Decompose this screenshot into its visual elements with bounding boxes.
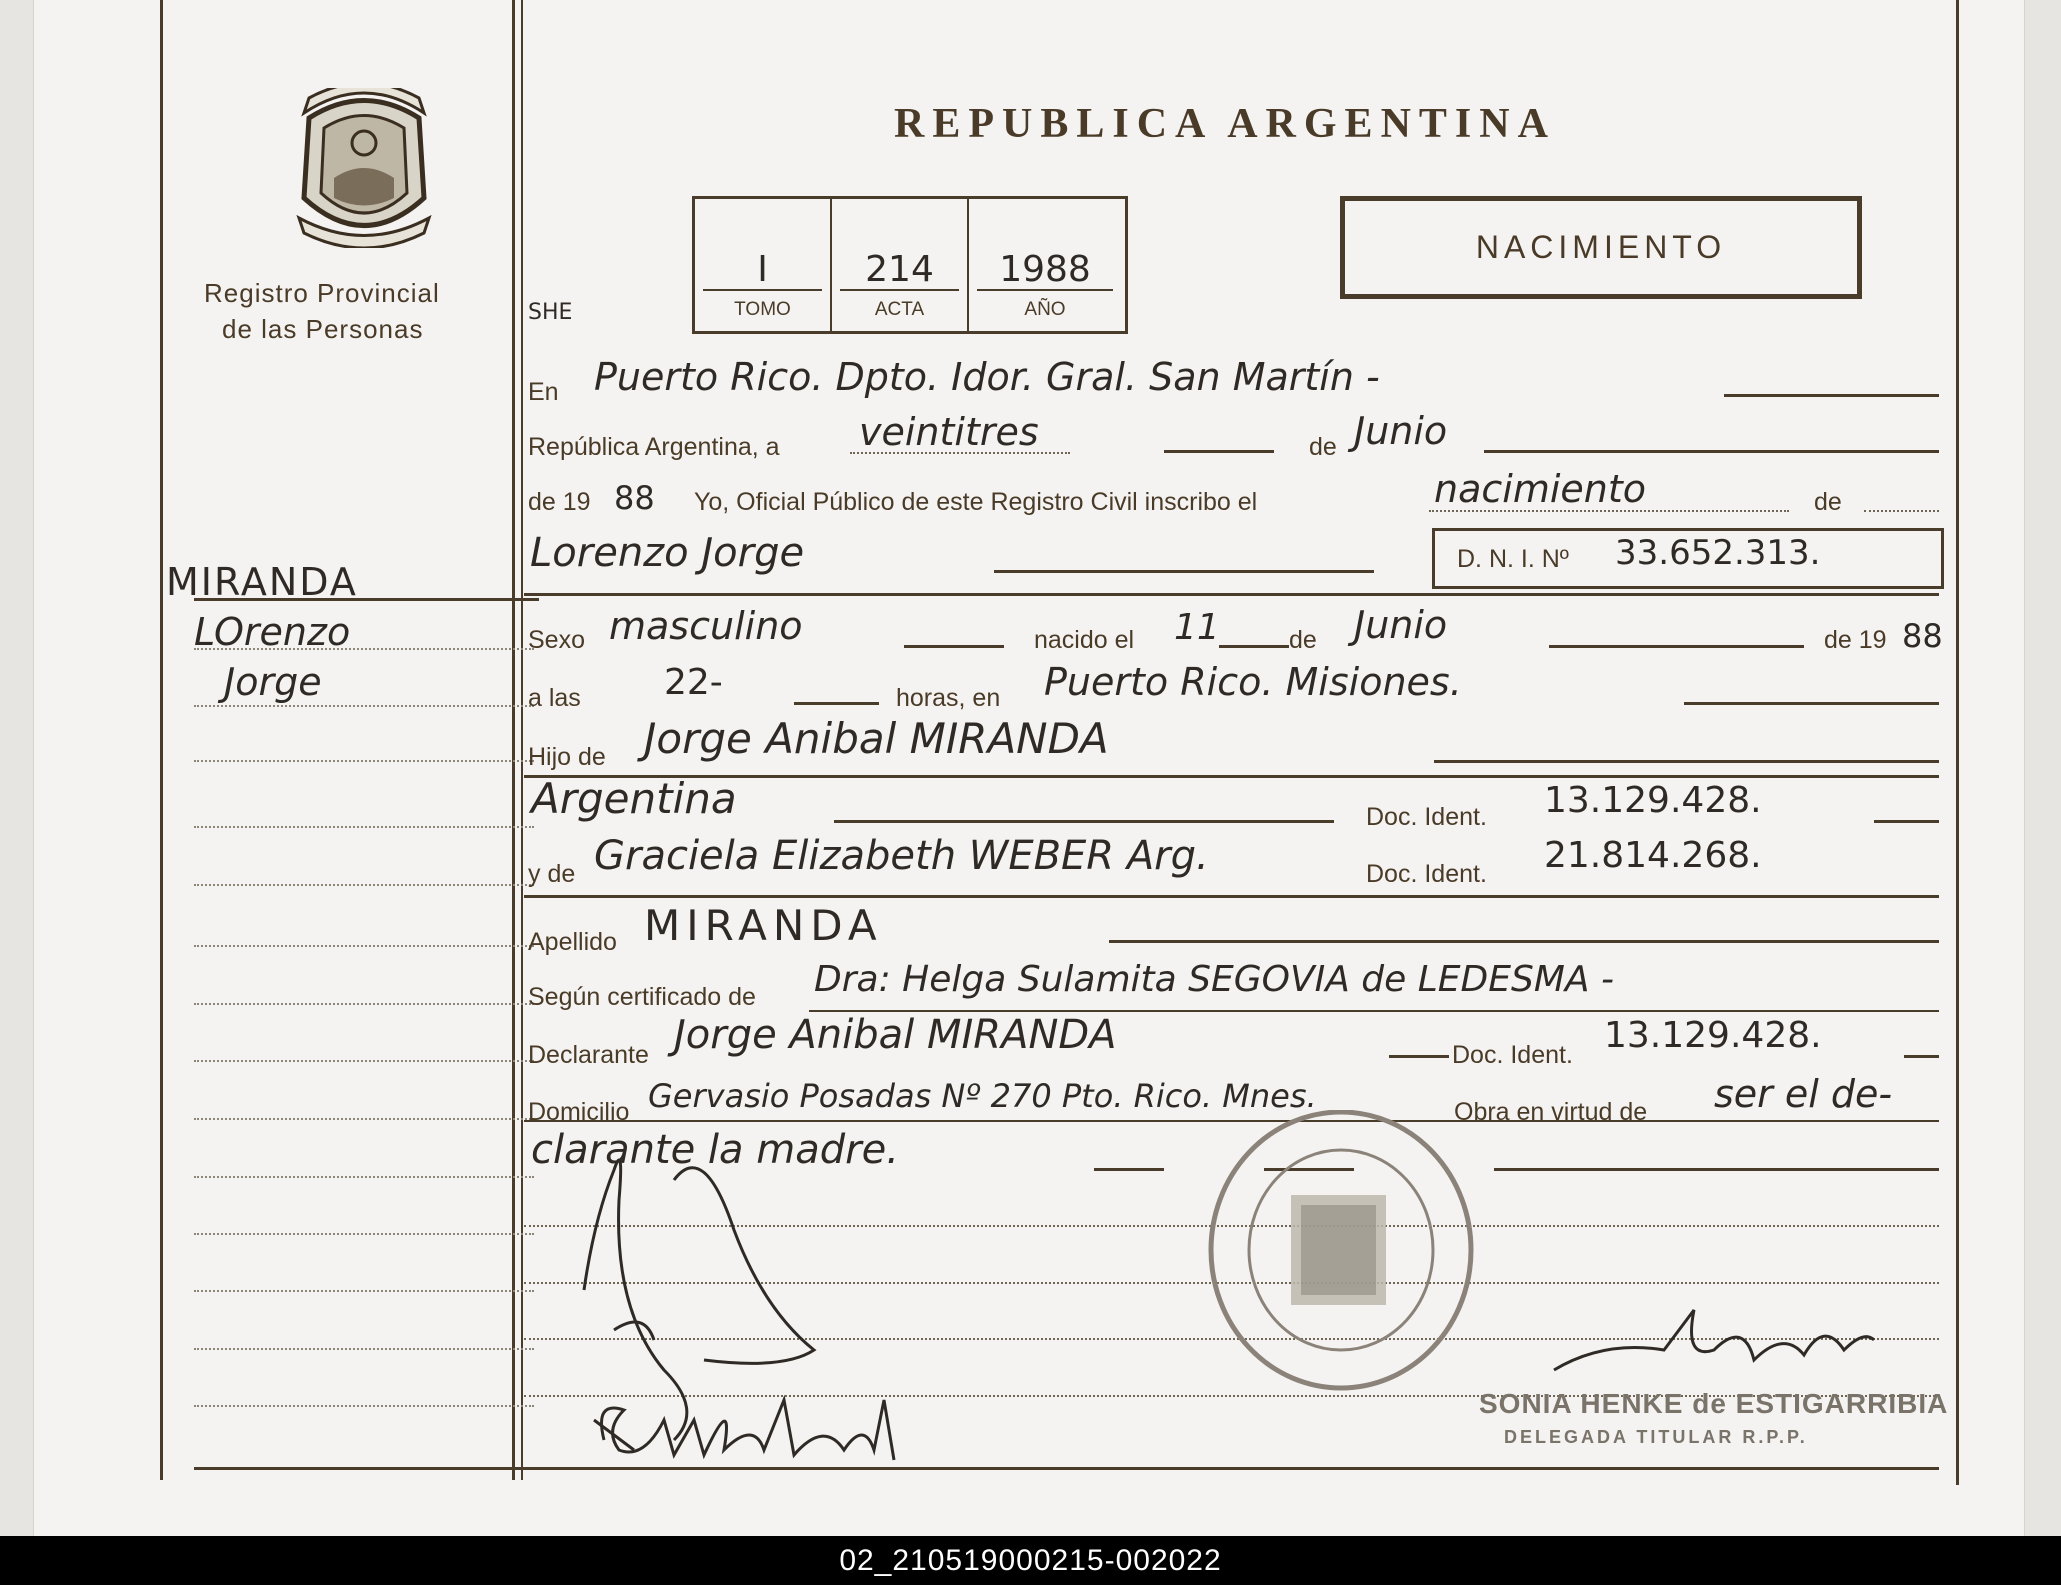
margin-line (194, 826, 534, 828)
obra-value-1: ser el de- (1714, 1072, 1893, 1116)
margin-line (194, 1290, 534, 1292)
obra-line-1 (1094, 1168, 1164, 1171)
dni-box (1432, 528, 1944, 589)
child-name: Lorenzo Jorge (530, 530, 805, 576)
official-printed-name: SONIA HENKE de ESTIGARRIBIA (1479, 1388, 1949, 1419)
sexo-value: masculino (609, 604, 803, 648)
birth-month: Junio (1354, 603, 1448, 647)
hour-line (794, 702, 879, 705)
place-line (1724, 394, 1939, 397)
place-value: Puerto Rico. Dpto. Idor. Gral. San Martín - (594, 355, 1380, 399)
section-rule-1 (524, 593, 1939, 596)
father-doc-line (1874, 820, 1939, 823)
day-line-end (1164, 450, 1274, 453)
mother-doc: 21.814.268. (1544, 835, 1762, 876)
obra-line-3 (1494, 1168, 1939, 1171)
birth-day-line (1219, 645, 1289, 648)
child-name-line (994, 570, 1374, 573)
official-title: DELEGADA TITULAR R.P.P. (1504, 1427, 1808, 1447)
horas-label: horas, en (896, 684, 1001, 712)
inscribe-line (1429, 510, 1789, 512)
margin-surname: MIRANDA (166, 560, 358, 604)
apellido-label: Apellido (528, 928, 617, 956)
margin-line (194, 1003, 534, 1005)
oficial-text: Yo, Oficial Público de este Registro Civil inscribo el (694, 488, 1258, 516)
y-de-label: y de (528, 860, 576, 888)
registry-name-line-1: Registro Provincial (204, 278, 440, 308)
declarante-doc-line (1904, 1055, 1939, 1058)
en-label: En (528, 378, 559, 406)
segun-label: Según certificado de (528, 983, 756, 1011)
margin-line (194, 1348, 534, 1350)
record-reference-table (692, 196, 1128, 334)
margin-middle-name: Jorge (224, 660, 322, 704)
dni-value: 33.652.313. (1615, 533, 1821, 573)
day-line (850, 452, 1070, 454)
anio-value: 1988 (999, 249, 1091, 290)
apellido-value: MIRANDA (644, 901, 883, 950)
certificado-value: Dra: Helga Sulamita SEGOVIA de LEDESMA - (814, 959, 1614, 1000)
official-stamp-seal (1206, 1110, 1486, 1415)
main-frame-right (1956, 0, 1959, 1485)
declarante-value: Jorge Anibal MIRANDA (674, 1012, 1117, 1058)
official-signature (1544, 1300, 1884, 1395)
anio-label: AÑO (1024, 299, 1066, 320)
margin-line (194, 1060, 534, 1062)
year-suffix: 88 (614, 479, 655, 517)
father-name: Jorge Anibal MIRANDA (644, 714, 1109, 763)
main-frame-left (512, 0, 515, 1480)
anio-line (977, 289, 1113, 291)
birth-place: Puerto Rico. Misiones. (1044, 660, 1462, 704)
birth-day: 11 (1174, 607, 1220, 648)
margin-line (194, 1118, 534, 1120)
witness-signature (584, 1380, 944, 1485)
margin-line (194, 884, 534, 886)
doc-ident-label-1: Doc. Ident. (1366, 803, 1487, 831)
dni-label: D. N. I. Nº (1457, 545, 1569, 573)
she-note: SHE (528, 300, 573, 325)
year-prefix: de 19 (528, 488, 591, 516)
day-text: veintitres (859, 410, 1039, 454)
doc-ident-label-3: Doc. Ident. (1452, 1041, 1573, 1069)
declarante-line (1389, 1055, 1449, 1058)
a-las-label: a las (528, 684, 581, 712)
inscribe-text: nacimiento (1434, 467, 1647, 511)
section-rule-3 (524, 895, 1939, 898)
apellido-line (1109, 940, 1939, 943)
birth-year-prefix: de 19 (1824, 626, 1887, 654)
acta-value: 214 (865, 249, 934, 290)
father-nationality: Argentina (531, 774, 737, 823)
image-caption: 02_210519000215-002022 (839, 1544, 1222, 1577)
birth-certificate-page (34, 0, 2024, 1536)
tomo-value: I (757, 249, 768, 290)
mother-name: Graciela Elizabeth WEBER Arg. (594, 833, 1209, 879)
margin-rule (194, 598, 539, 601)
declarante-label: Declarante (528, 1041, 649, 1069)
nacido-label: nacido el (1034, 626, 1135, 654)
record-type-box (1340, 196, 1862, 299)
birth-month-line (1549, 645, 1804, 648)
month-text: Junio (1354, 409, 1448, 453)
obra-value-2: clarante la madre. (531, 1127, 899, 1173)
misiones-crest-logo (289, 88, 439, 253)
month-line (1484, 450, 1939, 453)
acta-cell (832, 199, 969, 331)
caption-bar (0, 1536, 2061, 1585)
tomo-cell (695, 199, 832, 331)
record-type-label: NACIMIENTO (1475, 229, 1727, 265)
tomo-label: TOMO (734, 299, 791, 320)
margin-first-name: LOrenzo (194, 610, 351, 654)
registry-name-line-2: de las Personas (222, 314, 424, 344)
declarante-doc: 13.129.428. (1604, 1015, 1822, 1056)
domicilio-value: Gervasio Posadas Nº 270 Pto. Rico. Mnes. (648, 1077, 1317, 1115)
anio-cell (969, 199, 1121, 331)
margin-line (194, 705, 534, 707)
sexo-label: Sexo (528, 626, 585, 654)
doc-ident-label-2: Doc. Ident. (1366, 860, 1487, 888)
sexo-line (904, 645, 1004, 648)
father-doc: 13.129.428. (1544, 780, 1762, 821)
hijo-label: Hijo de (528, 743, 606, 771)
de-label-2: de (1814, 488, 1842, 516)
country-title: REPUBLICA ARGENTINA (894, 101, 1556, 147)
margin-bottom-rule (194, 1467, 539, 1470)
margin-line (194, 1405, 534, 1407)
margin-line (194, 1176, 534, 1178)
tomo-line (703, 289, 822, 291)
acta-line (840, 289, 959, 291)
republica-label: República Argentina, a (528, 433, 780, 461)
margin-line (194, 760, 534, 762)
domicilio-label: Domicilio (528, 1098, 630, 1126)
margin-line (194, 945, 534, 947)
de-line-2 (1864, 510, 1939, 512)
main-frame-left-inner (521, 0, 523, 1480)
de-label: de (1309, 433, 1337, 461)
de-label-3: de (1289, 626, 1317, 654)
hour-value: 22- (664, 662, 723, 703)
birth-place-line (1684, 702, 1939, 705)
father-nationality-line (834, 820, 1334, 823)
left-margin-border (160, 0, 163, 1480)
margin-line (194, 648, 534, 650)
margin-line (194, 1233, 534, 1235)
father-name-line (1434, 760, 1939, 763)
acta-label: ACTA (874, 299, 925, 320)
obra-label: Obra en virtud de (1454, 1098, 1648, 1126)
birth-year-suffix: 88 (1902, 617, 1943, 655)
